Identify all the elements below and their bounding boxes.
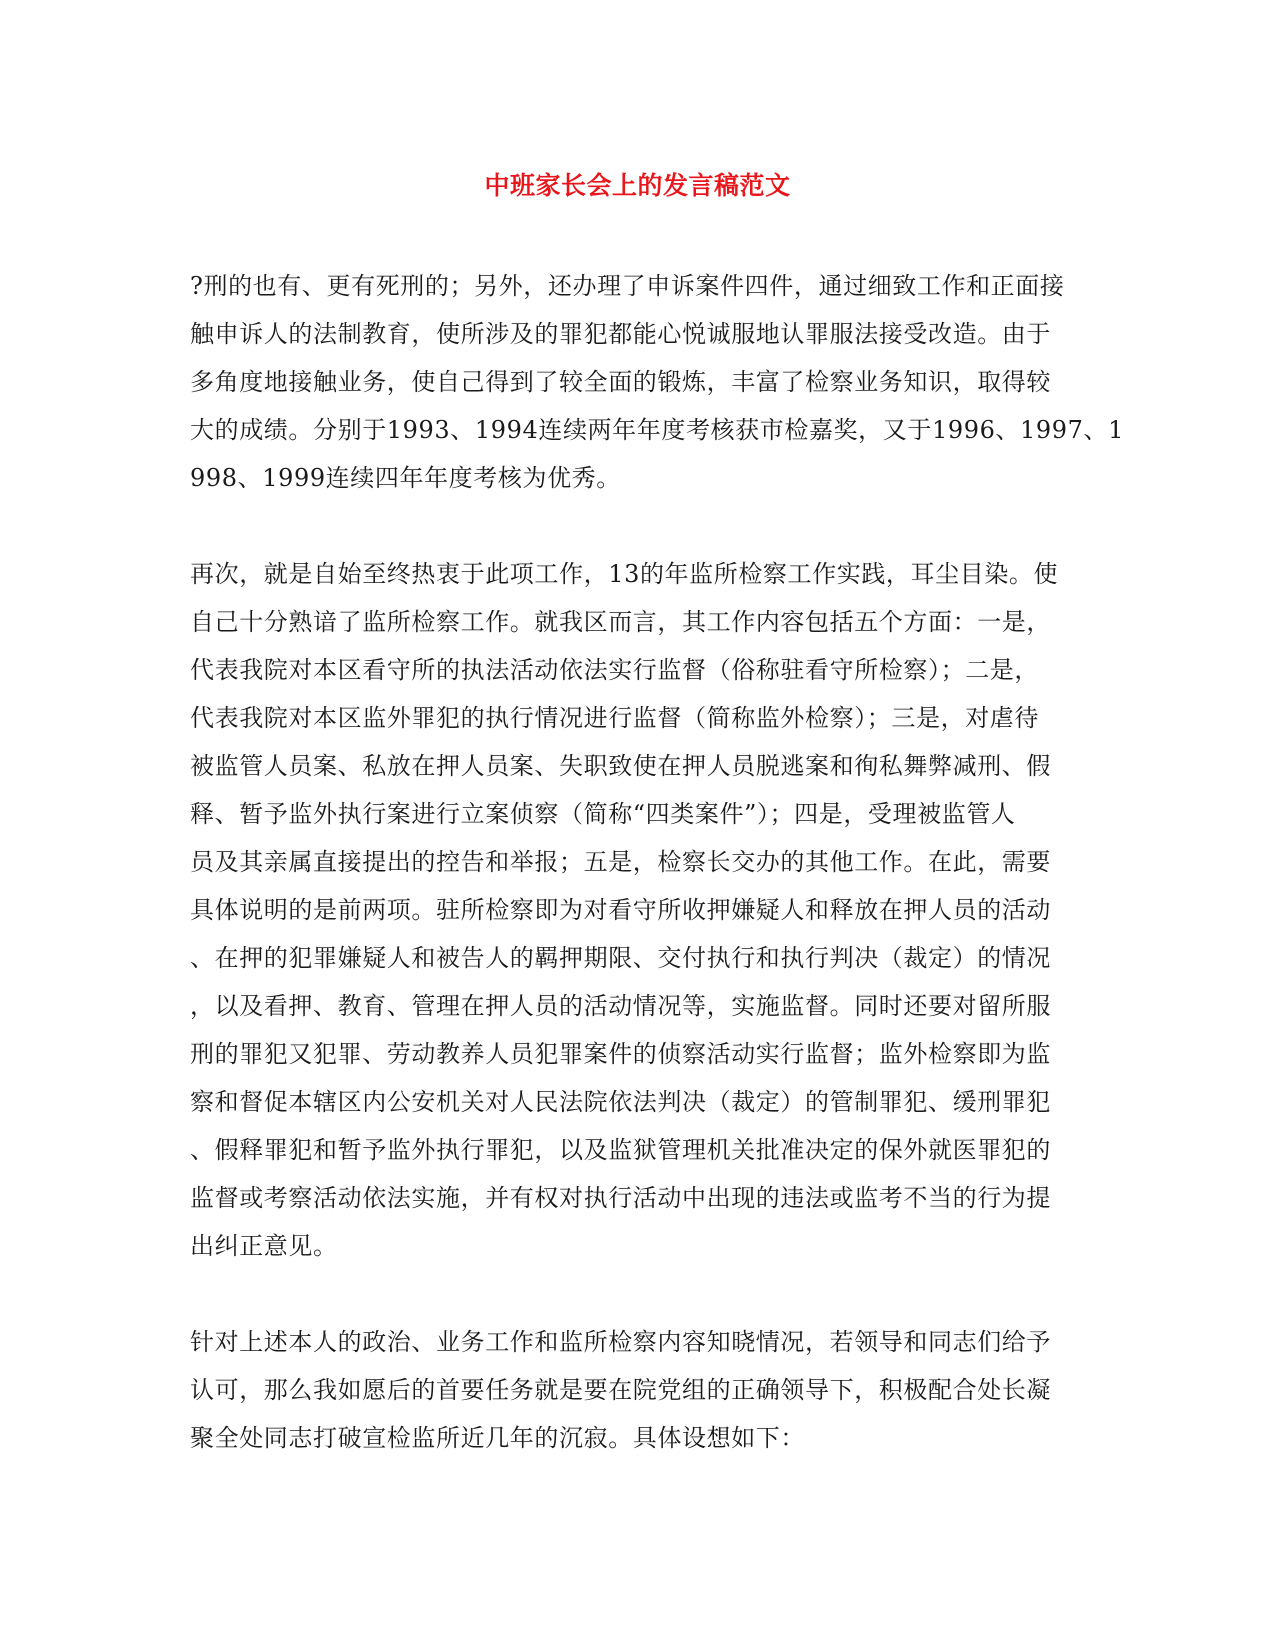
- text-line: 聚全处同志打破宣检监所近几年的沉寂。具体设想如下：: [190, 1424, 805, 1452]
- text-line: 员及其亲属直接提出的控告和举报；五是，检察长交办的其他工作。在此，需要: [190, 848, 1051, 876]
- text-line: 释、暂予监外执行案进行立案侦察（简称“四类案件”）；四是，受理被监管人: [190, 800, 1016, 828]
- text-line: 998、1999连续四年年度考核为优秀。: [190, 464, 621, 492]
- text-line: 自己十分熟谙了监所检察工作。就我区而言，其工作内容包括五个方面：一是，: [190, 608, 1051, 636]
- document-title: 中班家长会上的发言稿范文: [484, 171, 791, 200]
- text-line: 、假释罪犯和暂予监外执行罪犯，以及监狱管理机关批准决定的保外就医罪犯的: [190, 1136, 1051, 1164]
- text-line: 、在押的犯罪嫌疑人和被告人的羁押期限、交付执行和执行判决（裁定）的情况: [190, 944, 1051, 972]
- text-line: 监督或考察活动依法实施，并有权对执行活动中出现的违法或监考不当的行为提: [190, 1184, 1051, 1212]
- text-line: 触申诉人的法制教育，使所涉及的罪犯都能心悦诚服地认罪服法接受改造。由于: [190, 320, 1051, 348]
- paragraph-1: [190, 262, 1124, 502]
- text-line: 多角度地接触业务，使自己得到了较全面的锻炼，丰富了检察业务知识，取得较: [190, 368, 1051, 396]
- text-line: ?刑的也有、更有死刑的；另外，还办理了申诉案件四件，通过细致工作和正面接: [190, 272, 1065, 300]
- paragraph-3: [190, 1318, 1070, 1462]
- text-line: 出纠正意见。: [190, 1232, 338, 1260]
- paragraph-2: [190, 550, 1070, 1270]
- text-line: 具体说明的是前两项。驻所检察即为对看守所收押嫌疑人和释放在押人员的活动: [190, 896, 1051, 924]
- text-line: 刑的罪犯又犯罪、劳动教养人员犯罪案件的侦察活动实行监督；监外检察即为监: [190, 1040, 1051, 1068]
- text-line: 认可，那么我如愿后的首要任务就是要在院党组的正确领导下，积极配合处长凝: [190, 1376, 1051, 1404]
- text-line: 代表我院对本区看守所的执法活动依法实行监督（俗称驻看守所检察）；二是，: [190, 656, 1039, 684]
- text-line: 针对上述本人的政治、业务工作和监所检察内容知晓情况，若领导和同志们给予: [190, 1328, 1051, 1356]
- text-line: 被监管人员案、私放在押人员案、失职致使在押人员脱逃案和徇私舞弊减刑、假: [190, 752, 1051, 780]
- text-line: 大的成绩。分别于1993、1994连续两年年度考核获市检嘉奖，又于1996、1997、1: [190, 416, 1124, 444]
- text-line: 代表我院对本区监外罪犯的执行情况进行监督（简称监外检察）；三是，对虐待: [190, 704, 1039, 732]
- text-line: ，以及看押、教育、管理在押人员的活动情况等，实施监督。同时还要对留所服: [190, 992, 1051, 1020]
- document-body: [190, 262, 1124, 1510]
- text-line: 再次，就是自始至终热衷于此项工作，13的年监所检察工作实践，耳尘目染。使: [190, 560, 1059, 588]
- text-line: 察和督促本辖区内公安机关对人民法院依法判决（裁定）的管制罪犯、缓刑罪犯: [190, 1088, 1051, 1116]
